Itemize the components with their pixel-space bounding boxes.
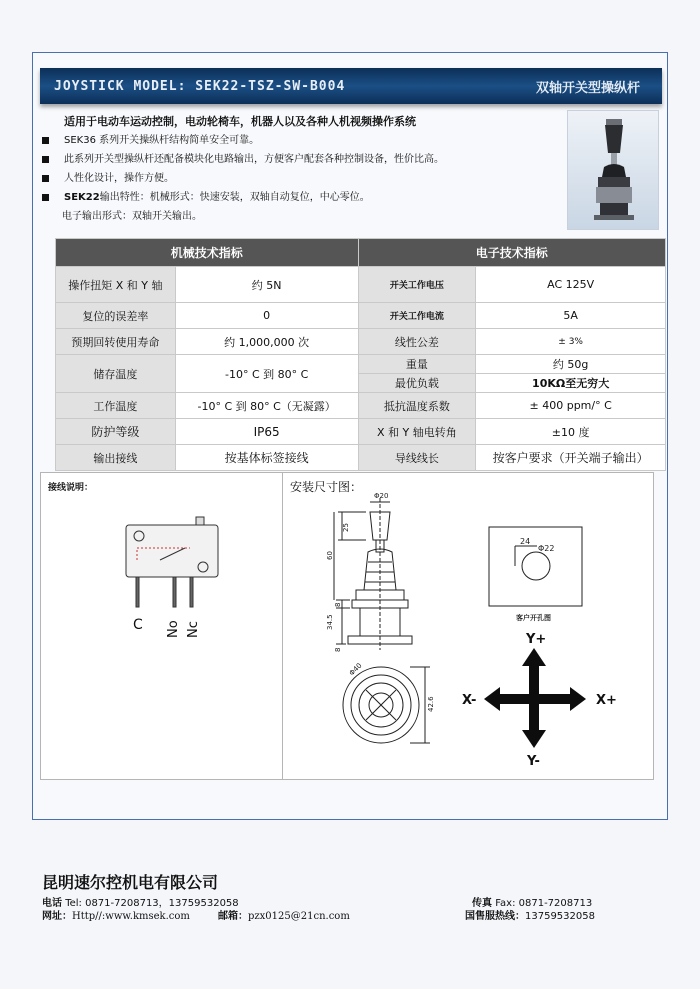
model-name: JOYSTICK MODEL: SEK22-TSZ-SW-B004 (54, 78, 346, 94)
bullet-text: 人性化设计，操作方便。 (64, 173, 174, 184)
spec-label: 防护等级 (56, 419, 176, 445)
micro-switch-drawing (126, 517, 218, 607)
fax-label: 传真 (472, 898, 492, 909)
bullet-text: 此系列开关型操纵杆还配备模块化电路输出，方便客户配套各种控制设备，性价比高。 (64, 154, 444, 165)
dimension-label: Φ22 (538, 544, 555, 553)
web-label: 网址： (42, 911, 72, 922)
pin-label: Nc (186, 621, 201, 638)
spec-value: 10KΩ至无穷大 (476, 374, 666, 393)
phone-value: Tel: 0871-7208713，13759532058 (65, 898, 239, 909)
spec-value: ± 3% (476, 329, 666, 355)
spec-value: 0 (175, 303, 358, 329)
joystick-side-view (334, 498, 412, 650)
dimension-label: 25 (342, 523, 350, 532)
dimension-label: Φ40 (347, 661, 364, 678)
hotline-line (465, 907, 595, 922)
company-name: 昆明速尔控机电有限公司 (42, 873, 219, 892)
spec-label: 导线线长 (358, 445, 476, 471)
dimension-label: 60 (326, 551, 334, 560)
spec-value: 按客户要求（开关端子输出） (476, 445, 666, 471)
spec-value: IP65 (175, 419, 358, 445)
spec-value: -10° C 到 80° C (175, 355, 358, 393)
spec-label: 操作扭矩 X 和 Y 轴 (56, 267, 176, 303)
bullet-text: 输出特性：机械形式：快速安装，双轴自动复位，中心零位。 (99, 192, 370, 203)
install-title: 安装尺寸图： (290, 480, 363, 494)
spec-value: -10° C 到 80° C（无凝露） (175, 393, 358, 419)
intro-headline: 适用于电动车运动控制，电动轮椅车，机器人以及各种人机视频操作系统 (64, 115, 416, 128)
bullet-bold-model: SEK22 (64, 192, 100, 203)
web-value[interactable]: Http//:www.kmsek.com (72, 911, 190, 922)
hotline-value: 13759532058 (525, 911, 595, 922)
spec-label: X 和 Y 轴电转角 (358, 419, 476, 445)
spec-value: 约 1,000,000 次 (175, 329, 358, 355)
joystick-top-view (343, 667, 430, 743)
axis-label-y-plus: Y+ (526, 632, 547, 647)
hotline-label: 国售服热线： (465, 911, 525, 922)
spec-value: 5A (476, 303, 666, 329)
output-line: 电子输出形式：双轴开关输出。 (62, 211, 202, 222)
spec-value: 按基体标签接线 (175, 445, 358, 471)
axis-label-x-minus: X- (462, 693, 477, 708)
web-line (42, 907, 190, 922)
email-label: 邮箱： (218, 911, 248, 922)
mechanical-header: 机械技术指标 (56, 239, 359, 267)
spec-label: 输出接线 (56, 445, 176, 471)
electronic-header: 电子技术指标 (358, 239, 665, 267)
spec-label: 复位的误差率 (56, 303, 176, 329)
spec-label: 开关工作电流 (358, 303, 476, 329)
dimension-label: 34.5 (326, 614, 334, 630)
spec-value: 约 50g (476, 355, 666, 374)
pin-label: No (166, 620, 181, 638)
spec-value: 约 5N (175, 267, 358, 303)
dimension-label: 24 (520, 537, 531, 546)
spec-label: 开关工作电压 (358, 267, 476, 303)
spec-label: 最优负载 (358, 374, 476, 393)
email-line (218, 907, 350, 922)
fax-value: Fax: 0871-7208713 (495, 898, 593, 909)
spec-label: 储存温度 (56, 355, 176, 393)
panel-caption: 客户开孔图 (516, 614, 551, 622)
bullet-text: SEK36 系列开关操纵杆结构简单安全可靠。 (64, 135, 260, 146)
panel-cutout-drawing (489, 527, 582, 606)
dimension-label: 42.6 (427, 696, 435, 712)
spec-value: AC 125V (476, 267, 666, 303)
pin-label: C (133, 617, 143, 633)
axis-label-y-minus: Y- (527, 754, 540, 769)
spec-label: 重量 (358, 355, 476, 374)
spec-value: ±10 度 (476, 419, 666, 445)
axis-cross-arrows (484, 648, 586, 748)
email-value[interactable]: pzx0125@21cn.com (248, 911, 350, 922)
spec-label: 线性公差 (358, 329, 476, 355)
axis-label-x-plus: X+ (596, 693, 617, 708)
spec-label: 预期回转使用寿命 (56, 329, 176, 355)
dimension-label: 8 (334, 602, 342, 607)
product-title: 双轴开关型操纵杆 (535, 80, 640, 96)
dimension-label: Φ20 (374, 492, 389, 500)
dimension-label: 8 (334, 647, 342, 652)
spec-label: 工作温度 (56, 393, 176, 419)
spec-label: 抵抗温度系数 (358, 393, 476, 419)
spec-value: ± 400 ppm/° C (476, 393, 666, 419)
phone-label: 电话 (42, 898, 62, 909)
wiring-title: 接线说明： (48, 483, 94, 493)
